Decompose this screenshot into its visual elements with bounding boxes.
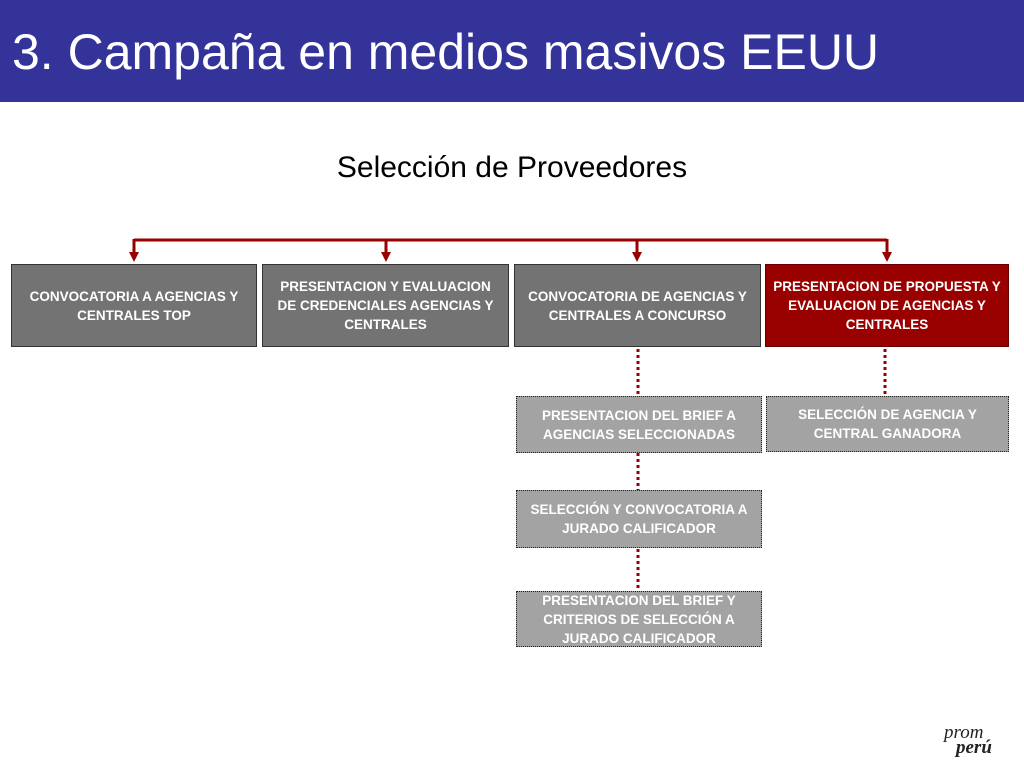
promperu-logo bbox=[940, 722, 1020, 762]
logo-text-line-2: perú bbox=[956, 737, 992, 758]
stage-box-1: CONVOCATORIA A AGENCIAS Y CENTRALES TOP bbox=[11, 264, 257, 347]
diagram-subtitle: Selección de Proveedores bbox=[336, 151, 688, 184]
page-title: 3. Campaña en medios masivos EEUU bbox=[12, 24, 880, 80]
stage-box-2: PRESENTACION Y EVALUACION DE CREDENCIALES AGENCIAS Y CENTRALES bbox=[262, 264, 509, 347]
substep-box-winner-selection: SELECCIÓN DE AGENCIA Y CENTRAL GANADORA bbox=[766, 396, 1009, 452]
substep-box-brief-to-agencies: PRESENTACION DEL BRIEF A AGENCIAS SELECCIONADAS bbox=[516, 396, 762, 453]
substep-box-brief-to-jury: PRESENTACION DEL BRIEF Y CRITERIOS DE SELECCIÓN A JURADO CALIFICADOR bbox=[516, 591, 762, 647]
logo-text-line-1: prom bbox=[944, 722, 984, 743]
stage-box-3: CONVOCATORIA DE AGENCIAS Y CENTRALES A CONCURSO bbox=[514, 264, 761, 347]
stage-box-4-highlighted: PRESENTACION DE PROPUESTA Y EVALUACION DE AGENCIAS Y CENTRALES bbox=[765, 264, 1009, 347]
substep-box-jury-selection: SELECCIÓN Y CONVOCATORIA A JURADO CALIFICADOR bbox=[516, 490, 762, 548]
